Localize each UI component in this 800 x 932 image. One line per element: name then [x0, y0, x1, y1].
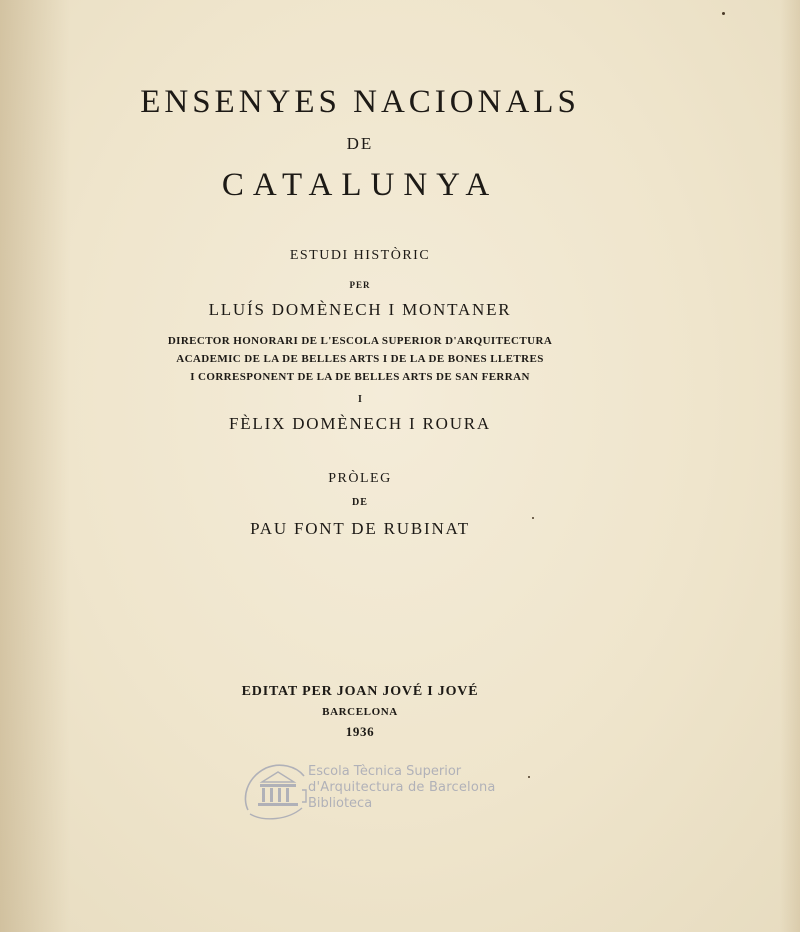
paper-speck: [532, 517, 534, 519]
publisher-line: EDITAT PER JOAN JOVÉ I JOVÉ: [241, 684, 479, 699]
library-stamp-text: [308, 764, 496, 812]
paper-speck: [528, 776, 530, 778]
stamp-line: d'Arquitectura de Barcelona: [308, 780, 496, 795]
publication-year: 1936: [345, 724, 375, 739]
author-conjunction: I: [358, 394, 362, 405]
author-credit-line: ACADEMIC DE LA DE BELLES ARTS I DE LA DE BONES LLETRES: [176, 353, 544, 365]
by-label: PER: [349, 280, 371, 290]
paper-speck: [722, 12, 725, 15]
publication-city: BARCELONA: [322, 706, 398, 718]
stamp-line: Escola Tècnica Superior: [308, 764, 462, 779]
library-seal-icon: [240, 760, 310, 822]
author-secondary: FÈLIX DOMÈNECH I ROURA: [228, 414, 491, 433]
author-primary: LLUÍS DOMÈNECH I MONTANER: [208, 300, 512, 319]
book-title-line2: CATALUNYA: [221, 167, 499, 203]
author-credit-line: DIRECTOR HONORARI DE L'ESCOLA SUPERIOR D'ARQUITECTURA: [167, 335, 553, 347]
book-title-line1: ENSENYES NACIONALS: [140, 84, 580, 120]
page-edge: [780, 0, 800, 932]
prologue-by-label: DE: [352, 497, 368, 508]
prologue-author: PAU FONT DE RUBINAT: [250, 519, 470, 538]
library-stamp: [240, 760, 530, 820]
stamp-line: Biblioteca: [308, 796, 373, 811]
title-connector: DE: [346, 134, 374, 153]
author-credit-line: I CORRESPONENT DE LA DE BELLES ARTS DE SAN FERRAN: [190, 371, 530, 383]
book-subtitle: ESTUDI HISTÒRIC: [289, 248, 431, 263]
prologue-label: PRÒLEG: [328, 471, 392, 486]
